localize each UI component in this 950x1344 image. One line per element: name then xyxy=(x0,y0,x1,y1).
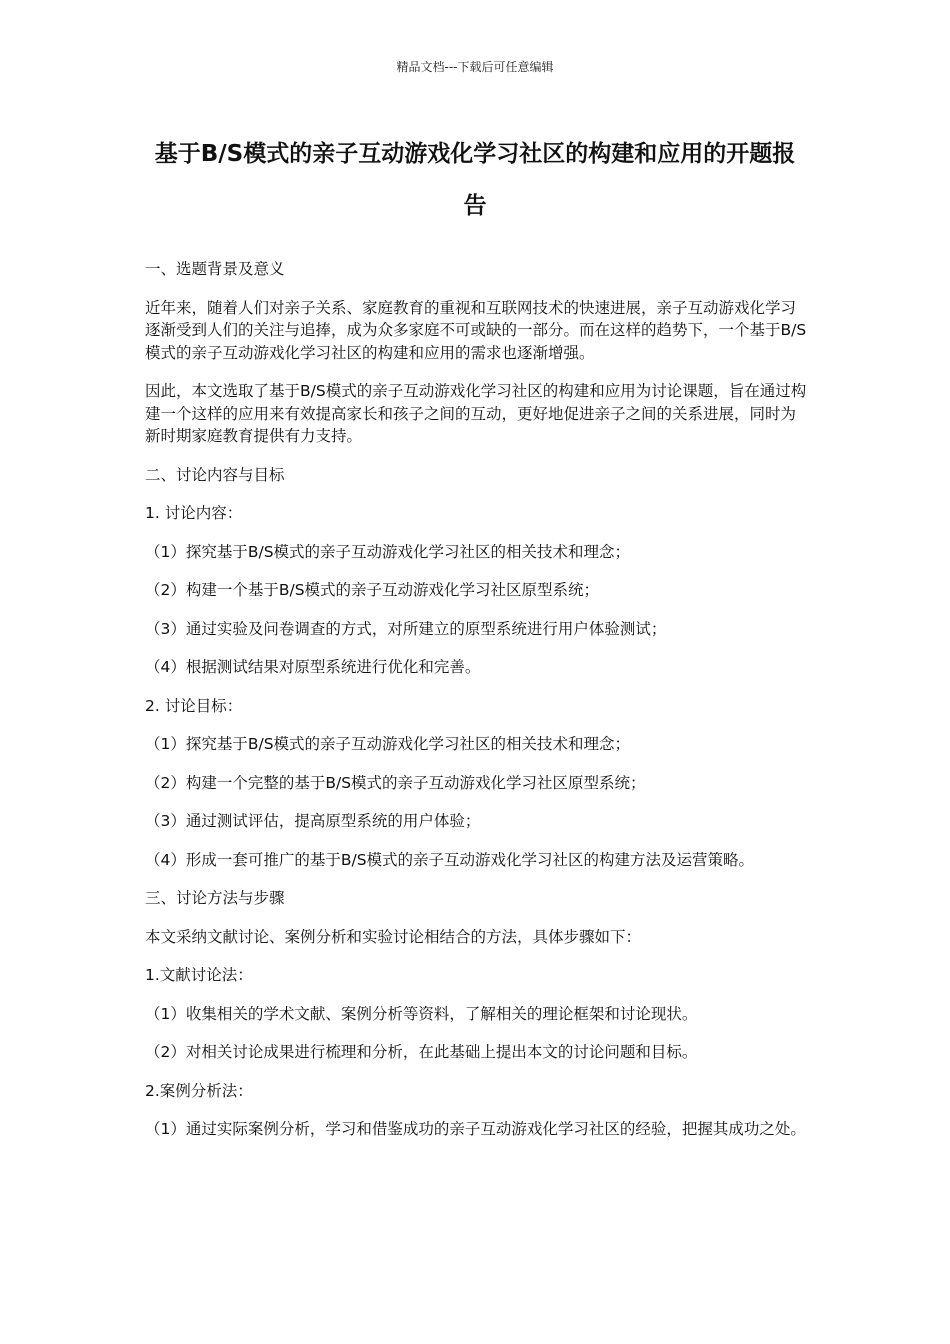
section-heading: 二、讨论内容与目标 xyxy=(145,465,285,484)
subsection-heading: 2. 讨论目标： xyxy=(145,696,243,715)
list-item: （1）探究基于B/S模式的亲子互动游戏化学习社区的相关技术和理念； xyxy=(145,542,631,561)
subsection-heading: 1.文献讨论法： xyxy=(145,966,253,984)
document-title: 基于B/S模式的亲子互动游戏化学习社区的构建和应用的开题报告 xyxy=(154,141,796,219)
section-heading: 一、选题背景及意义 xyxy=(145,260,285,278)
body-paragraph: 本文采纳文献讨论、案例分析和实验讨论相结合的方法，具体步骤如下： xyxy=(145,927,642,946)
list-item: （3）通过实验及问卷调查的方式，对所建立的原型系统进行用户体验测试； xyxy=(145,619,667,638)
list-item: （2）对相关讨论成果进行梳理和分析，在此基础上提出本文的讨论问题和目标。 xyxy=(145,1043,698,1061)
list-item: （2）构建一个基于B/S模式的亲子互动游戏化学习社区原型系统； xyxy=(145,581,600,599)
list-item: （1）探究基于B/S模式的亲子互动游戏化学习社区的相关技术和理念； xyxy=(145,735,631,753)
page-header: 精品文档---下载后可任意编辑 xyxy=(396,60,554,74)
list-item: （4）根据测试结果对原型系统进行优化和完善。 xyxy=(145,658,481,676)
list-item: （4）形成一套可推广的基于B/S模式的亲子互动游戏化学习社区的构建方法及运营策略。 xyxy=(145,850,755,869)
document-body xyxy=(145,258,807,1157)
section-heading: 三、讨论方法与步骤 xyxy=(145,889,285,907)
subsection-heading: 1. 讨论内容： xyxy=(145,504,243,522)
body-paragraph: 因此，本文选取了基于B/S模式的亲子互动游戏化学习社区的构建和应用为讨论课题，旨在通过构建一个这样的应用来有效提高家长和孩子之间的互动，更好地促进亲子之间的关系进展，同时为新时期家庭教育提供有力支持。 xyxy=(145,382,807,445)
list-item: （1）通过实际案例分析，学习和借鉴成功的亲子互动游戏化学习社区的经验，把握其成功之处。 xyxy=(145,1120,806,1138)
list-item: （2）构建一个完整的基于B/S模式的亲子互动游戏化学习社区原型系统； xyxy=(145,773,646,792)
list-item: （1）收集相关的学术文献、案例分析等资料，了解相关的理论框架和讨论现状。 xyxy=(145,1004,698,1023)
body-paragraph: 近年来，随着人们对亲子关系、家庭教育的重视和互联网技术的快速进展，亲子互动游戏化学习逐渐受到人们的关注与追捧，成为众多家庭不可或缺的一部分。而在这样的趋势下，一个基于B/S模式的亲子互动游戏化学习社区的构建和应用的需求也逐渐增强。 xyxy=(145,298,807,362)
subsection-heading: 2.案例分析法： xyxy=(145,1081,253,1100)
list-item: （3）通过测试评估，提高原型系统的用户体验； xyxy=(145,812,481,830)
